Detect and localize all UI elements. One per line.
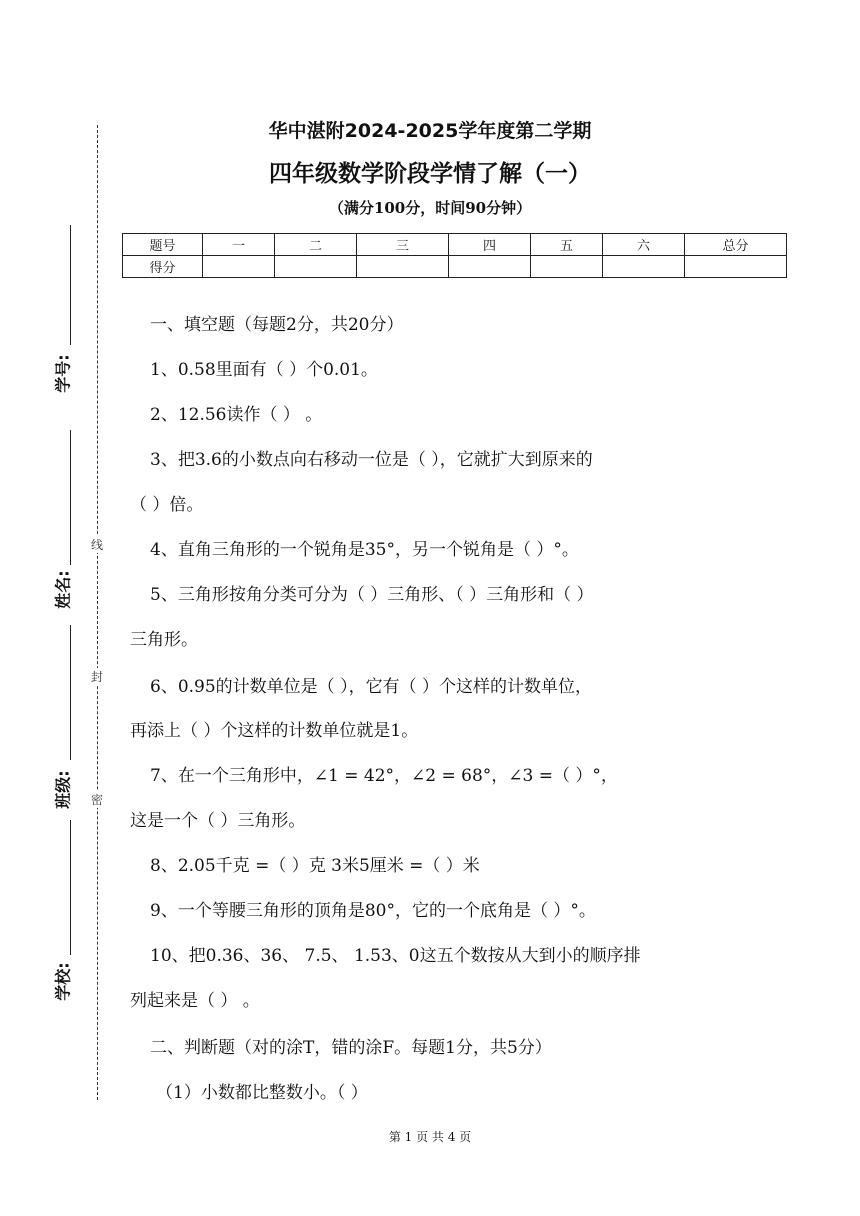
table-cell: 总分 [685,234,787,256]
question-line: 2、12.56读作（ ） 。 [150,405,323,425]
name-label: 姓名: [53,570,73,609]
table-cell: 四 [449,234,531,256]
question-line: 3、把3.6的小数点向右移动一位是（ ），它就扩大到原来的 [150,450,593,470]
score-cell[interactable] [603,256,685,278]
score-cell[interactable] [275,256,357,278]
score-cell[interactable] [449,256,531,278]
score-cell[interactable] [685,256,787,278]
question-line: 6、0.95的计数单位是（ ），它有（ ）个这样的计数单位， [150,677,592,697]
score-cell[interactable] [357,256,449,278]
question-line: 这是一个（ ）三角形。 [130,811,306,831]
question-line: 三角形。 [130,630,198,650]
question-line: （ ）倍。 [130,495,204,515]
section-heading-true-false: 二、判断题（对的涂T，错的涂F。每题1分，共5分） [150,1038,552,1058]
page-footer: 第 1 页 共 4 页 [388,1130,472,1144]
question-line: 4、直角三角形的一个锐角是35°，另一个锐角是（ ）°。 [150,540,579,560]
table-cell: 三 [357,234,449,256]
question-line: （1）小数都比整数小。（ ） [156,1083,368,1103]
class-line[interactable] [70,625,71,760]
exam-info: （满分100分，时间90分钟） [328,199,532,217]
score-table-score-row [123,256,787,278]
student-id-line[interactable] [70,225,71,345]
score-table [122,233,787,278]
exam-title: 四年级数学阶段学情了解（一） [269,161,591,187]
seal-word-seal: 封 [91,670,104,684]
seal-word-secret: 密 [91,793,104,807]
question-line: 7、在一个三角形中，∠1 = 42°，∠2 = 68°，∠3 =（ ）°， [150,766,618,786]
class-label: 班级: [53,770,73,809]
school-term-title: 华中湛附2024-2025学年度第二学期 [268,120,592,142]
table-cell: 得分 [123,256,203,278]
question-line: 9、一个等腰三角形的顶角是80°，它的一个底角是（ ）°。 [150,901,596,921]
section-heading-fill-in: 一、填空题（每题2分，共20分） [150,315,404,335]
seal-word-line: 线 [91,538,104,552]
school-line[interactable] [70,820,71,955]
name-line[interactable] [70,430,71,565]
question-line: 8、2.05千克 =（ ）克 3米5厘米 =（ ）米 [150,856,480,876]
question-line: 5、三角形按角分类可分为（ ）三角形、（ ）三角形和（ ） [150,585,594,605]
table-cell: 五 [531,234,603,256]
question-line: 10、把0.36、36、 7.5、 1.53、0这五个数按从大到小的顺序排 [150,946,641,966]
binding-dashed-line [97,125,98,1100]
table-cell: 二 [275,234,357,256]
score-cell[interactable] [203,256,275,278]
question-line: 再添上（ ）个这样的计数单位就是1。 [130,721,419,741]
school-label: 学校: [53,962,73,1001]
table-cell: 题号 [123,234,203,256]
question-line: 1、0.58里面有（ ）个0.01。 [150,360,378,380]
score-table-header-row [123,234,787,256]
score-cell[interactable] [531,256,603,278]
table-cell: 六 [603,234,685,256]
question-line: 列起来是（ ） 。 [130,991,260,1011]
table-cell: 一 [203,234,275,256]
student-id-label: 学号: [53,354,73,393]
